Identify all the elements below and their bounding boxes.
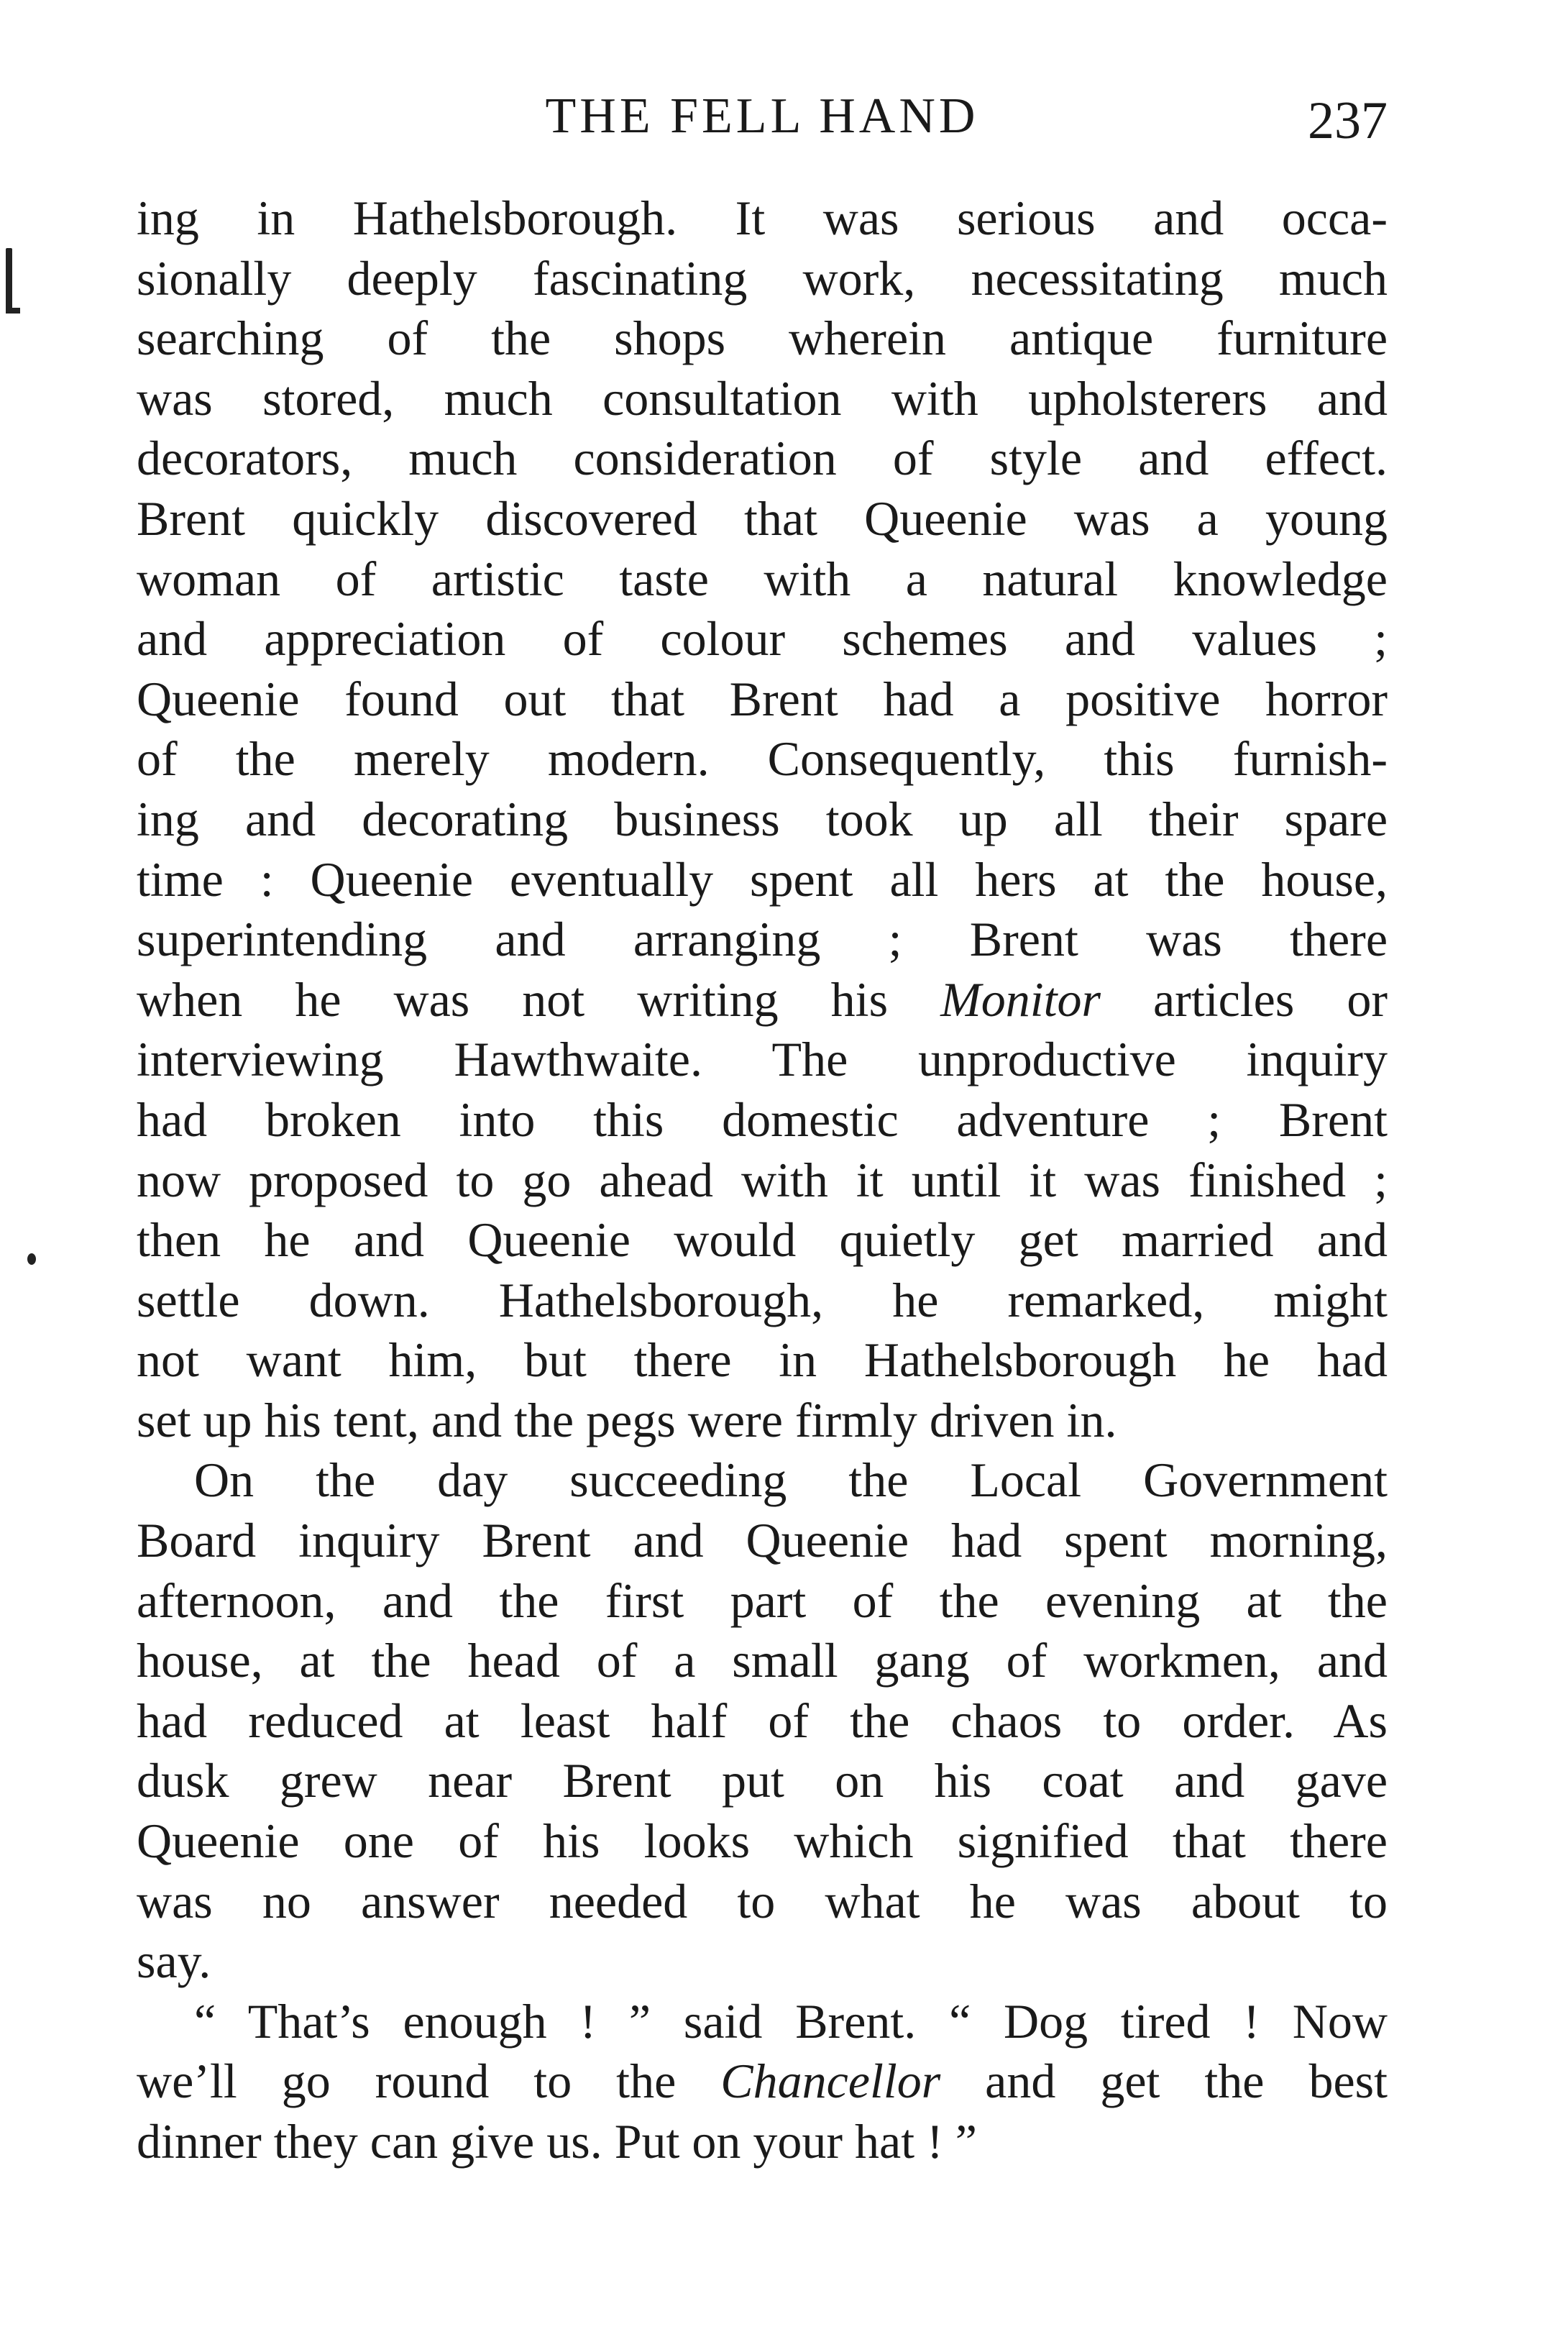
text-segment: ing in Hathelsborough. It was serious and occa-	[137, 191, 1388, 245]
text-line	[137, 1992, 1388, 2052]
text-line	[137, 1571, 1388, 1632]
text-line	[137, 1150, 1388, 1211]
margin-mark-bracket-foot	[6, 308, 20, 314]
text-segment: dusk grew near Brent put on his coat and gave	[137, 1753, 1388, 1808]
text-line	[137, 910, 1388, 970]
text-segment: time : Queenie eventually spent all hers at the house,	[137, 851, 1388, 907]
text-line	[137, 1872, 1388, 1932]
text-segment: now proposed to go ahead with it until it was finished ;	[137, 1152, 1388, 1207]
paragraph	[137, 1450, 1388, 1991]
text-segment: was no answer needed to what he was about to	[137, 1873, 1388, 1928]
text-line	[137, 549, 1388, 610]
text-segment: we’ll go round to the	[137, 2054, 721, 2109]
paragraph	[137, 1992, 1388, 2172]
text-segment: superintending and arranging ; Brent was there	[137, 912, 1388, 967]
running-title: THE FELL HAND	[545, 88, 979, 144]
text-line	[137, 249, 1388, 309]
italic-title: Monitor	[940, 971, 1101, 1027]
text-segment: Brent quickly discovered that Queenie was a young	[137, 490, 1388, 546]
text-line	[137, 188, 1388, 249]
text-segment: had broken into this domestic adventure ; Brent	[137, 1092, 1388, 1147]
text-line	[137, 1030, 1388, 1090]
text-segment: set up his tent, and the pegs were firmly driven in.	[137, 1392, 1117, 1447]
text-line	[137, 1271, 1388, 1331]
text-segment: articles or	[1100, 971, 1388, 1027]
page-header	[137, 81, 1388, 152]
text-line	[137, 1450, 1388, 1511]
text-segment: say.	[137, 1934, 211, 1989]
text-line	[137, 1631, 1388, 1691]
text-line	[137, 850, 1388, 910]
text-segment: “ That’s enough ! ” said Brent. “ Dog tired ! Now	[194, 1993, 1388, 2049]
text-line	[137, 369, 1388, 429]
text-line	[137, 1691, 1388, 1752]
text-segment: Queenie found out that Brent had a positive horror	[137, 671, 1388, 726]
text-segment: afternoon, and the first part of the evening at the	[137, 1573, 1388, 1628]
text-line	[137, 1811, 1388, 1872]
text-line	[137, 790, 1388, 850]
text-segment: settle down. Hathelsborough, he remarked, might	[137, 1272, 1388, 1327]
text-line	[137, 1931, 1388, 1992]
text-segment: On the day succeeding the Local Government	[194, 1452, 1388, 1508]
text-segment: dinner they can give us. Put on your hat ! ”	[137, 2114, 977, 2169]
text-segment: searching of the shops wherein antique furniture	[137, 311, 1388, 366]
body-text	[137, 188, 1388, 2172]
text-segment: of the merely modern. Consequently, this furnish-	[137, 731, 1388, 787]
text-line	[137, 609, 1388, 669]
text-line	[137, 2051, 1388, 2112]
text-segment: interviewing Hawthwaite. The unproductive inquiry	[137, 1032, 1388, 1087]
text-segment: decorators, much consideration of style and effect.	[137, 431, 1388, 486]
text-segment: sionally deeply fascinating work, necessitating much	[137, 250, 1388, 306]
text-segment: and get the best	[940, 2054, 1388, 2109]
text-line	[137, 1751, 1388, 1811]
text-line	[137, 2112, 1388, 2172]
text-segment: then he and Queenie would quietly get married and	[137, 1212, 1388, 1268]
margin-mark-dot	[27, 1253, 36, 1265]
text-segment: woman of artistic taste with a natural knowledge	[137, 551, 1388, 606]
text-line	[137, 669, 1388, 730]
text-segment: house, at the head of a small gang of workmen, and	[137, 1633, 1388, 1688]
text-line	[137, 1391, 1388, 1451]
text-segment: had reduced at least half of the chaos to order. As	[137, 1693, 1388, 1748]
text-segment: when he was not writing his	[137, 971, 941, 1027]
text-line	[137, 429, 1388, 489]
text-line	[137, 970, 1388, 1030]
text-segment: ing and decorating business took up all their spare	[137, 791, 1388, 846]
text-line	[137, 1330, 1388, 1391]
text-segment: Queenie one of his looks which signified that there	[137, 1813, 1388, 1869]
text-segment: was stored, much consultation with upholsterers and	[137, 370, 1388, 426]
text-segment: and appreciation of colour schemes and values ;	[137, 611, 1388, 667]
text-line	[137, 729, 1388, 790]
page-number: 237	[1308, 91, 1388, 150]
text-line	[137, 1210, 1388, 1271]
text-segment: not want him, but there in Hathelsborough he had	[137, 1332, 1388, 1388]
text-segment: Board inquiry Brent and Queenie had spent morning,	[137, 1513, 1388, 1568]
text-line	[137, 308, 1388, 369]
text-line	[137, 489, 1388, 549]
margin-mark-bracket	[6, 248, 12, 313]
paragraph	[137, 188, 1388, 1450]
text-line	[137, 1090, 1388, 1150]
text-line	[137, 1511, 1388, 1571]
italic-title: Chancellor	[720, 2054, 941, 2109]
